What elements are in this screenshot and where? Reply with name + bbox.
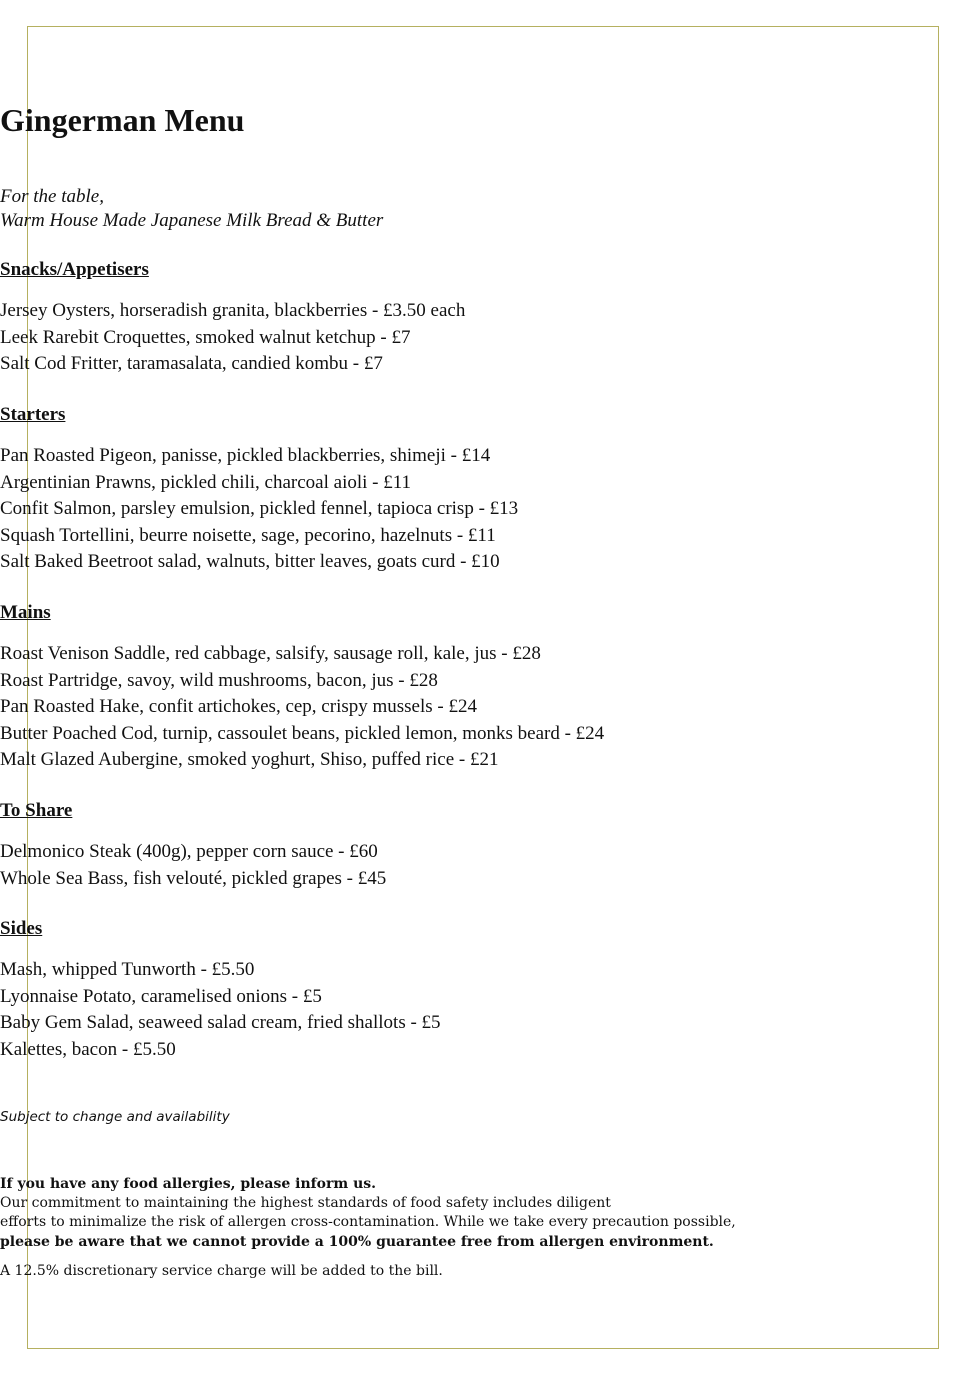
section-heading: Starters [0, 404, 66, 425]
intro [0, 185, 969, 233]
menu-item: Roast Venison Saddle, red cabbage, salsify, sausage roll, kale, jus - £28 [0, 643, 541, 664]
menu-item: Argentinian Prawns, pickled chili, charcoal aioli - £11 [0, 471, 412, 493]
menu-item: Roast Partridge, savoy, wild mushrooms, bacon, jus - £28 [0, 669, 438, 691]
section-to-share [0, 799, 969, 892]
availability-notice: Subject to change and availability [0, 1109, 230, 1125]
menu-item: Salt Baked Beetroot salad, walnuts, bitter leaves, goats curd - £10 [0, 551, 500, 572]
menu-item: Delmonico Steak (400g), pepper corn sauce - £60 [0, 841, 378, 862]
allergy-line-3: please be aware that we cannot provide a 100% guarantee free from allergen environment. [0, 1234, 714, 1250]
allergy-line-1: Our commitment to maintaining the highest standards of food safety includes diligent [0, 1195, 611, 1211]
section-heading: Snacks/Appetisers [0, 259, 149, 280]
menu-item: Malt Glazed Aubergine, smoked yoghurt, Shiso, puffed rice - £21 [0, 749, 499, 770]
menu-item: Butter Poached Cod, turnip, cassoulet beans, pickled lemon, monks beard - £24 [0, 722, 605, 744]
menu-item: Leek Rarebit Croquettes, smoked walnut ketchup - £7 [0, 326, 411, 348]
menu-item: Pan Roasted Hake, confit artichokes, cep, crispy mussels - £24 [0, 696, 477, 717]
intro-line-2: Warm House Made Japanese Milk Bread & Butter [0, 210, 384, 231]
menu-item: Squash Tortellini, beurre noisette, sage, pecorino, hazelnuts - £11 [0, 524, 496, 546]
menu-title: Gingerman Menu [0, 102, 245, 138]
item-list [0, 298, 969, 378]
allergy-line-2: efforts to minimalize the risk of allergen cross-contamination. While we take every precaution possible, [0, 1214, 736, 1230]
menu-item: Jersey Oysters, horseradish granita, blackberries - £3.50 each [0, 300, 466, 321]
item-list [0, 839, 969, 892]
allergy-notice [0, 1174, 969, 1252]
menu-item: Mash, whipped Tunworth - £5.50 [0, 959, 255, 980]
menu-item: Salt Cod Fritter, taramasalata, candied kombu - £7 [0, 353, 383, 374]
service-charge-note: A 12.5% discretionary service charge will be added to the bill. [0, 1263, 443, 1279]
section-mains [0, 601, 969, 774]
menu-item: Baby Gem Salad, seaweed salad cream, fried shallots - £5 [0, 1012, 441, 1033]
section-sides [0, 917, 969, 1063]
menu-item: Pan Roasted Pigeon, panisse, pickled blackberries, shimeji - £14 [0, 445, 491, 466]
menu-item: Whole Sea Bass, fish velouté, pickled grapes - £45 [0, 867, 387, 889]
allergy-heading: If you have any food allergies, please inform us. [0, 1176, 376, 1192]
item-list [0, 443, 969, 576]
menu-item: Lyonnaise Potato, caramelised onions - £5 [0, 985, 322, 1007]
item-list [0, 957, 969, 1063]
section-heading: Mains [0, 602, 51, 623]
section-starters [0, 403, 969, 576]
menu-item: Confit Salmon, parsley emulsion, pickled fennel, tapioca crisp - £13 [0, 498, 519, 519]
section-snacks [0, 258, 969, 378]
menu-item: Kalettes, bacon - £5.50 [0, 1038, 176, 1060]
item-list [0, 641, 969, 774]
section-heading: Sides [0, 918, 43, 939]
intro-line-1: For the table, [0, 186, 104, 207]
section-heading: To Share [0, 800, 73, 821]
